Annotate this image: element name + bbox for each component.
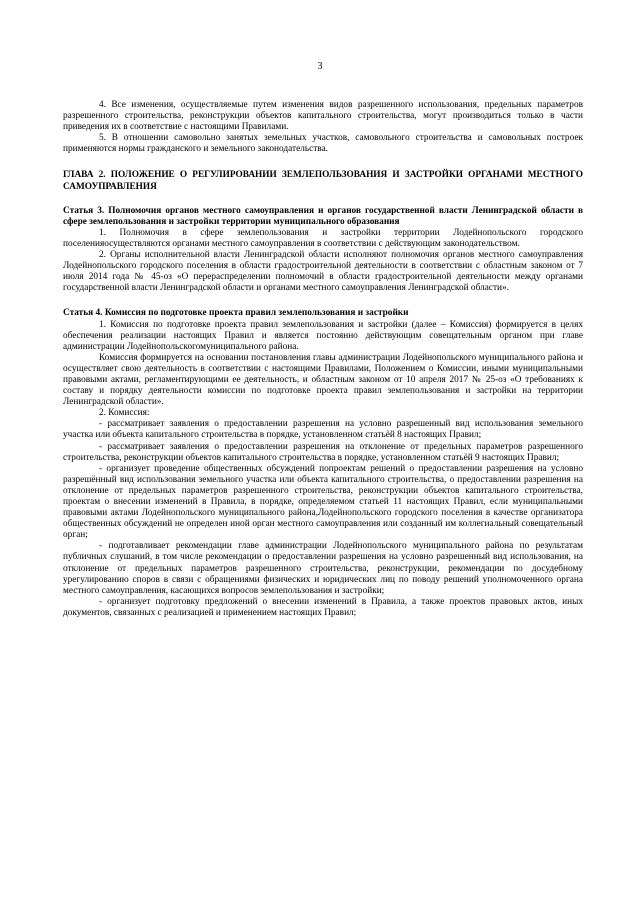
list-item: - подготавливает рекомендации главе администрации Лодейнопольского муниципального района по результатам публичных слушаний, в том числе рекомендации о предоставлении разрешения на условно разрешенный вид использования, на отклонение от предельных параметров разрешенного строительства, реконструкции, рекомендации по досудебному урегулированию споров в связи с обращениями физических и юридических лиц по поводу решений уполномоченного органа местного самоуправления, касающихся вопросов землепользования и застройки; bbox=[63, 541, 583, 596]
paragraph: 5. В отношении самовольно занятых земельных участков, самовольного строительства и самовольных построек применяются нормы гражданского и земельного законодательства. bbox=[63, 133, 583, 155]
paragraph: 4. Все изменения, осуществляемые путем изменения видов разрешенного использования, предельных параметров разрешенного строительства, реконструкции объектов капитального строительства, могут производиться только в части приведения их в соответствие с настоящими Правилами. bbox=[63, 100, 583, 133]
paragraph: 2. Комиссия: bbox=[99, 408, 150, 419]
paragraph: Комиссия формируется на основании постановления главы администрации Лодейнопольского муниципального района и осуществляет свою деятельность в соответствии с настоящими Правилами, Положением о Комиссии, иными муниципальными правовыми актами, регламентирующими ее деятельность, и областным законом от 10 апреля 2017 № 25-оз «О требованиях к составу и порядку деятельности комиссии по подготовке проекта правил землепользования и застройки на территории Ленинградской области». bbox=[63, 352, 583, 408]
article-heading: Статья 4. Комиссия по подготовке проекта правил землепользования и застройки bbox=[63, 308, 409, 319]
list-item: - рассматривает заявления о предоставлении разрешения на отклонение от предельных параметров разрешенного строительства, реконструкции объектов капитального строительства в порядке, установленном статьёй 9 настоящих Правил; bbox=[63, 441, 583, 463]
chapter-heading: ГЛАВА 2. ПОЛОЖЕНИЕ О РЕГУЛИРОВАНИИ ЗЕМЛЕПОЛЬЗОВАНИЯ И ЗАСТРОЙКИ ОРГАНАМИ МЕСТНОГО САМОУПРАВЛЕНИЯ bbox=[63, 170, 583, 192]
paragraph: 1. Полномочия в сфере землепользования и застройки территории Лодейнопольского городского поселенияосуществляются органами местного самоуправления в соответствии с действующим законодательством. bbox=[63, 227, 583, 249]
document-page bbox=[63, 60, 583, 619]
article-heading: Статья 3. Полномочия органов местного самоуправления и органов государственной власти Ленинградской области в сфере землепользования и застройки территории муниципального образования bbox=[63, 205, 583, 227]
page-number: 3 bbox=[317, 61, 323, 72]
paragraph: 2. Органы исполнительной власти Ленинградской области исполняют полномочия органов местного самоуправления Лодейнопольского городского поселения в области градостроительной деятельности в соответствии с областным законом от 7 июля 2014 года № 45-оз «О перераспределении полномочий в области градостроительной деятельности между органами государственной власти Ленинградской области и органами местного самоуправления Ленинградской области». bbox=[63, 250, 583, 294]
list-item: - рассматривает заявления о предоставлении разрешения на условно разрешенный вид использования земельного участка или объекта капитального строительства в порядке, установленном статьёй 8 настоящих Правил; bbox=[63, 419, 583, 441]
list-item: - организует проведение общественных обсуждений попроектам решений о предоставлении разрешения на условно разрешённый вид использования земельного участка или объекта капитального строительства, о предоставлении разрешения на отклонение от предельных параметров разрешенного строительства, реконструкции объектов капитального строительства, проектам о внесении изменений в Правила, в порядке, определяемом статьей 11 настоящих Правил, если муниципальными правовыми актами Лодейнопольского муниципального района,Лодейнопольского городского поселения в качестве организатора общественных обсуждений не определен иной орган местного самоуправления или созданный им коллегиальный совещательный орган; bbox=[63, 463, 583, 541]
list-item: - организует подготовку предложений о внесении изменений в Правила, а также проектов правовых актов, иных документов, связанных с реализацией и применением настоящих Правил; bbox=[63, 596, 583, 618]
paragraph: 1. Комиссия по подготовке проекта правил землепользования и застройки (далее – Комиссия) формируется в целях обеспечения реализации настоящих Правил и является постоянно действующим совещательным органом при главе администрации Лодейнопольскогомуниципального района. bbox=[63, 319, 583, 352]
